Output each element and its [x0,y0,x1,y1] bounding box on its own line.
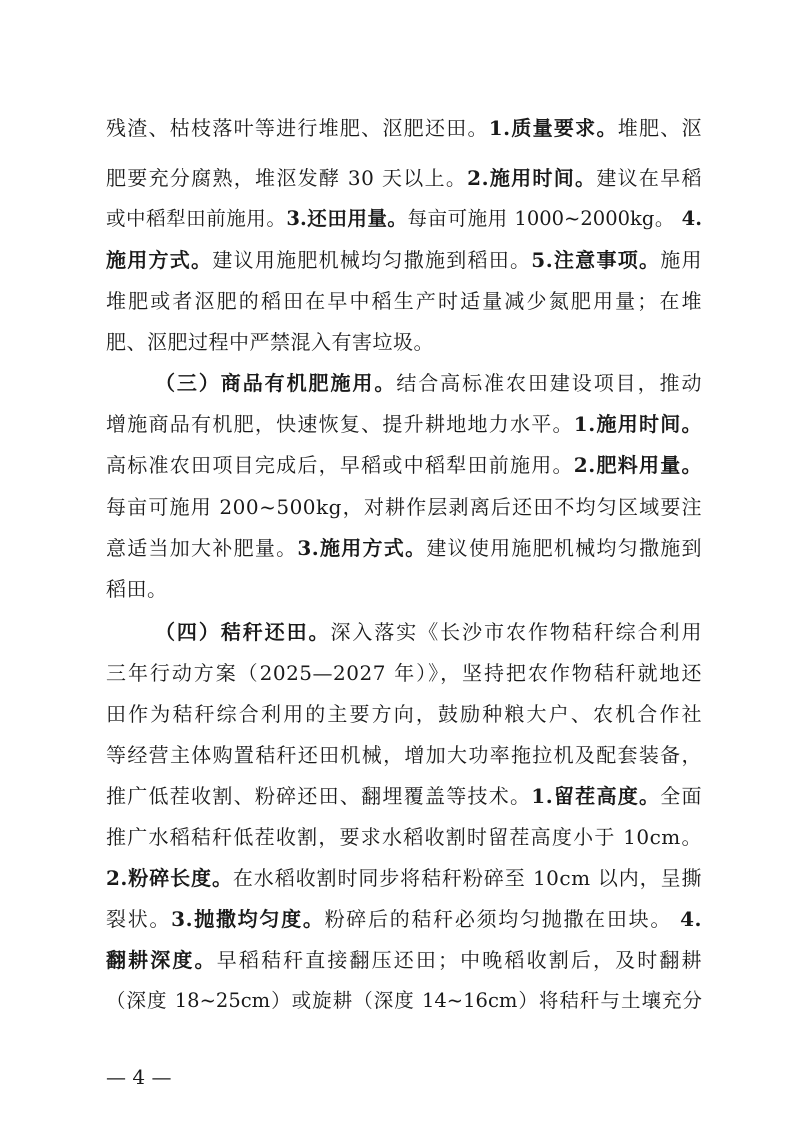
text-line: 堆肥或者沤肥的稻田在早中稻生产时适量减少氮肥用量；在堆 [106,289,702,313]
item-heading: 3.还田用量。 [286,207,408,230]
text-line: 2.粉碎长度。在水稻收割时同步将秸秆粉碎至 10cm 以内，呈撕 [106,866,702,890]
item-heading: 3.抛撒均匀度。 [171,907,325,931]
item-heading: 2.施用时间。 [467,166,597,190]
section-heading: （三）商品有机肥施用。 [155,371,397,395]
text-line: 高标准农田项目完成后，早稻或中稻犁田前施用。2.肥料用量。 [106,453,702,477]
text-line: 田作为秸秆综合利用的主要方向，鼓励种粮大户、农机合作社 [106,702,702,726]
text-line: 三年行动方案（2025—2027 年）》，坚持把农作物秸秆就地还 [106,661,702,685]
text-line: （四）秸秆还田。深入落实《长沙市农作物秸秆综合利用 [155,620,702,644]
item-heading: 1.质量要求。 [488,116,618,140]
item-heading: 施用方式。 [106,248,213,272]
text-line: 推广低茬收割、粉碎还田、翻埋覆盖等技术。1.留茬高度。全面 [106,784,703,808]
text-line: 每亩可施用 200~500kg，对耕作层剥离后还田不均匀区域要注 [106,495,702,519]
page-number: — 4 — [106,1065,172,1089]
section-heading: （四）秸秆还田。 [155,620,331,644]
item-heading: 5.注意事项。 [531,248,661,272]
text-line: 等经营主体购置秸秆还田机械，增加大功率拖拉机及配套装备， [106,743,702,767]
text-line: 意适当加大补肥量。3.施用方式。建议使用施肥机械均匀撒施到 [106,536,703,560]
text-line: 稻田。 [106,577,168,601]
item-heading: 2.粉碎长度。 [106,866,233,890]
item-heading: 1.留茬高度。 [531,784,661,808]
text-line: 翻耕深度。早稻秸秆直接翻压还田；中晚稻收割后，及时翻耕 [106,948,703,972]
item-heading: 1.施用时间。 [573,412,702,436]
text-line: 施用方式。建议用施肥机械均匀撒施到稻田。5.注意事项。施用 [106,248,703,272]
text-line: （三）商品有机肥施用。结合高标准农田建设项目，推动 [155,371,702,395]
item-heading: 4. [680,907,703,931]
text-line: 肥要充分腐熟，堆沤发酵 30 天以上。2.施用时间。建议在早稻 [106,166,703,190]
text-line: 推广水稻秸秆低茬收割，要求水稻收割时留茬高度小于 10cm。 [106,825,702,849]
item-heading: 4. [681,207,703,230]
text-line: 裂状。3.抛撒均匀度。粉碎后的秸秆必须均匀抛撒在田块。 4. [106,907,703,931]
text-line: 残渣、枯枝落叶等进行堆肥、沤肥还田。1.质量要求。堆肥、沤 [106,116,703,140]
item-heading: 3.施用方式。 [297,536,427,560]
item-heading: 2.肥料用量。 [573,453,702,477]
item-heading: 翻耕深度。 [106,948,217,972]
text-line: （深度 18~25cm）或旋耕（深度 14~16cm）将秸秆与土壤充分 [106,989,702,1012]
text-line: 肥、沤肥过程中严禁混入有害垃圾。 [106,330,434,354]
text-line: 或中稻犁田前施用。3.还田用量。每亩可施用 1000~2000kg。 4. [106,207,703,230]
text-line: 增施商品有机肥，快速恢复、提升耕地地力水平。1.施用时间。 [106,412,702,436]
